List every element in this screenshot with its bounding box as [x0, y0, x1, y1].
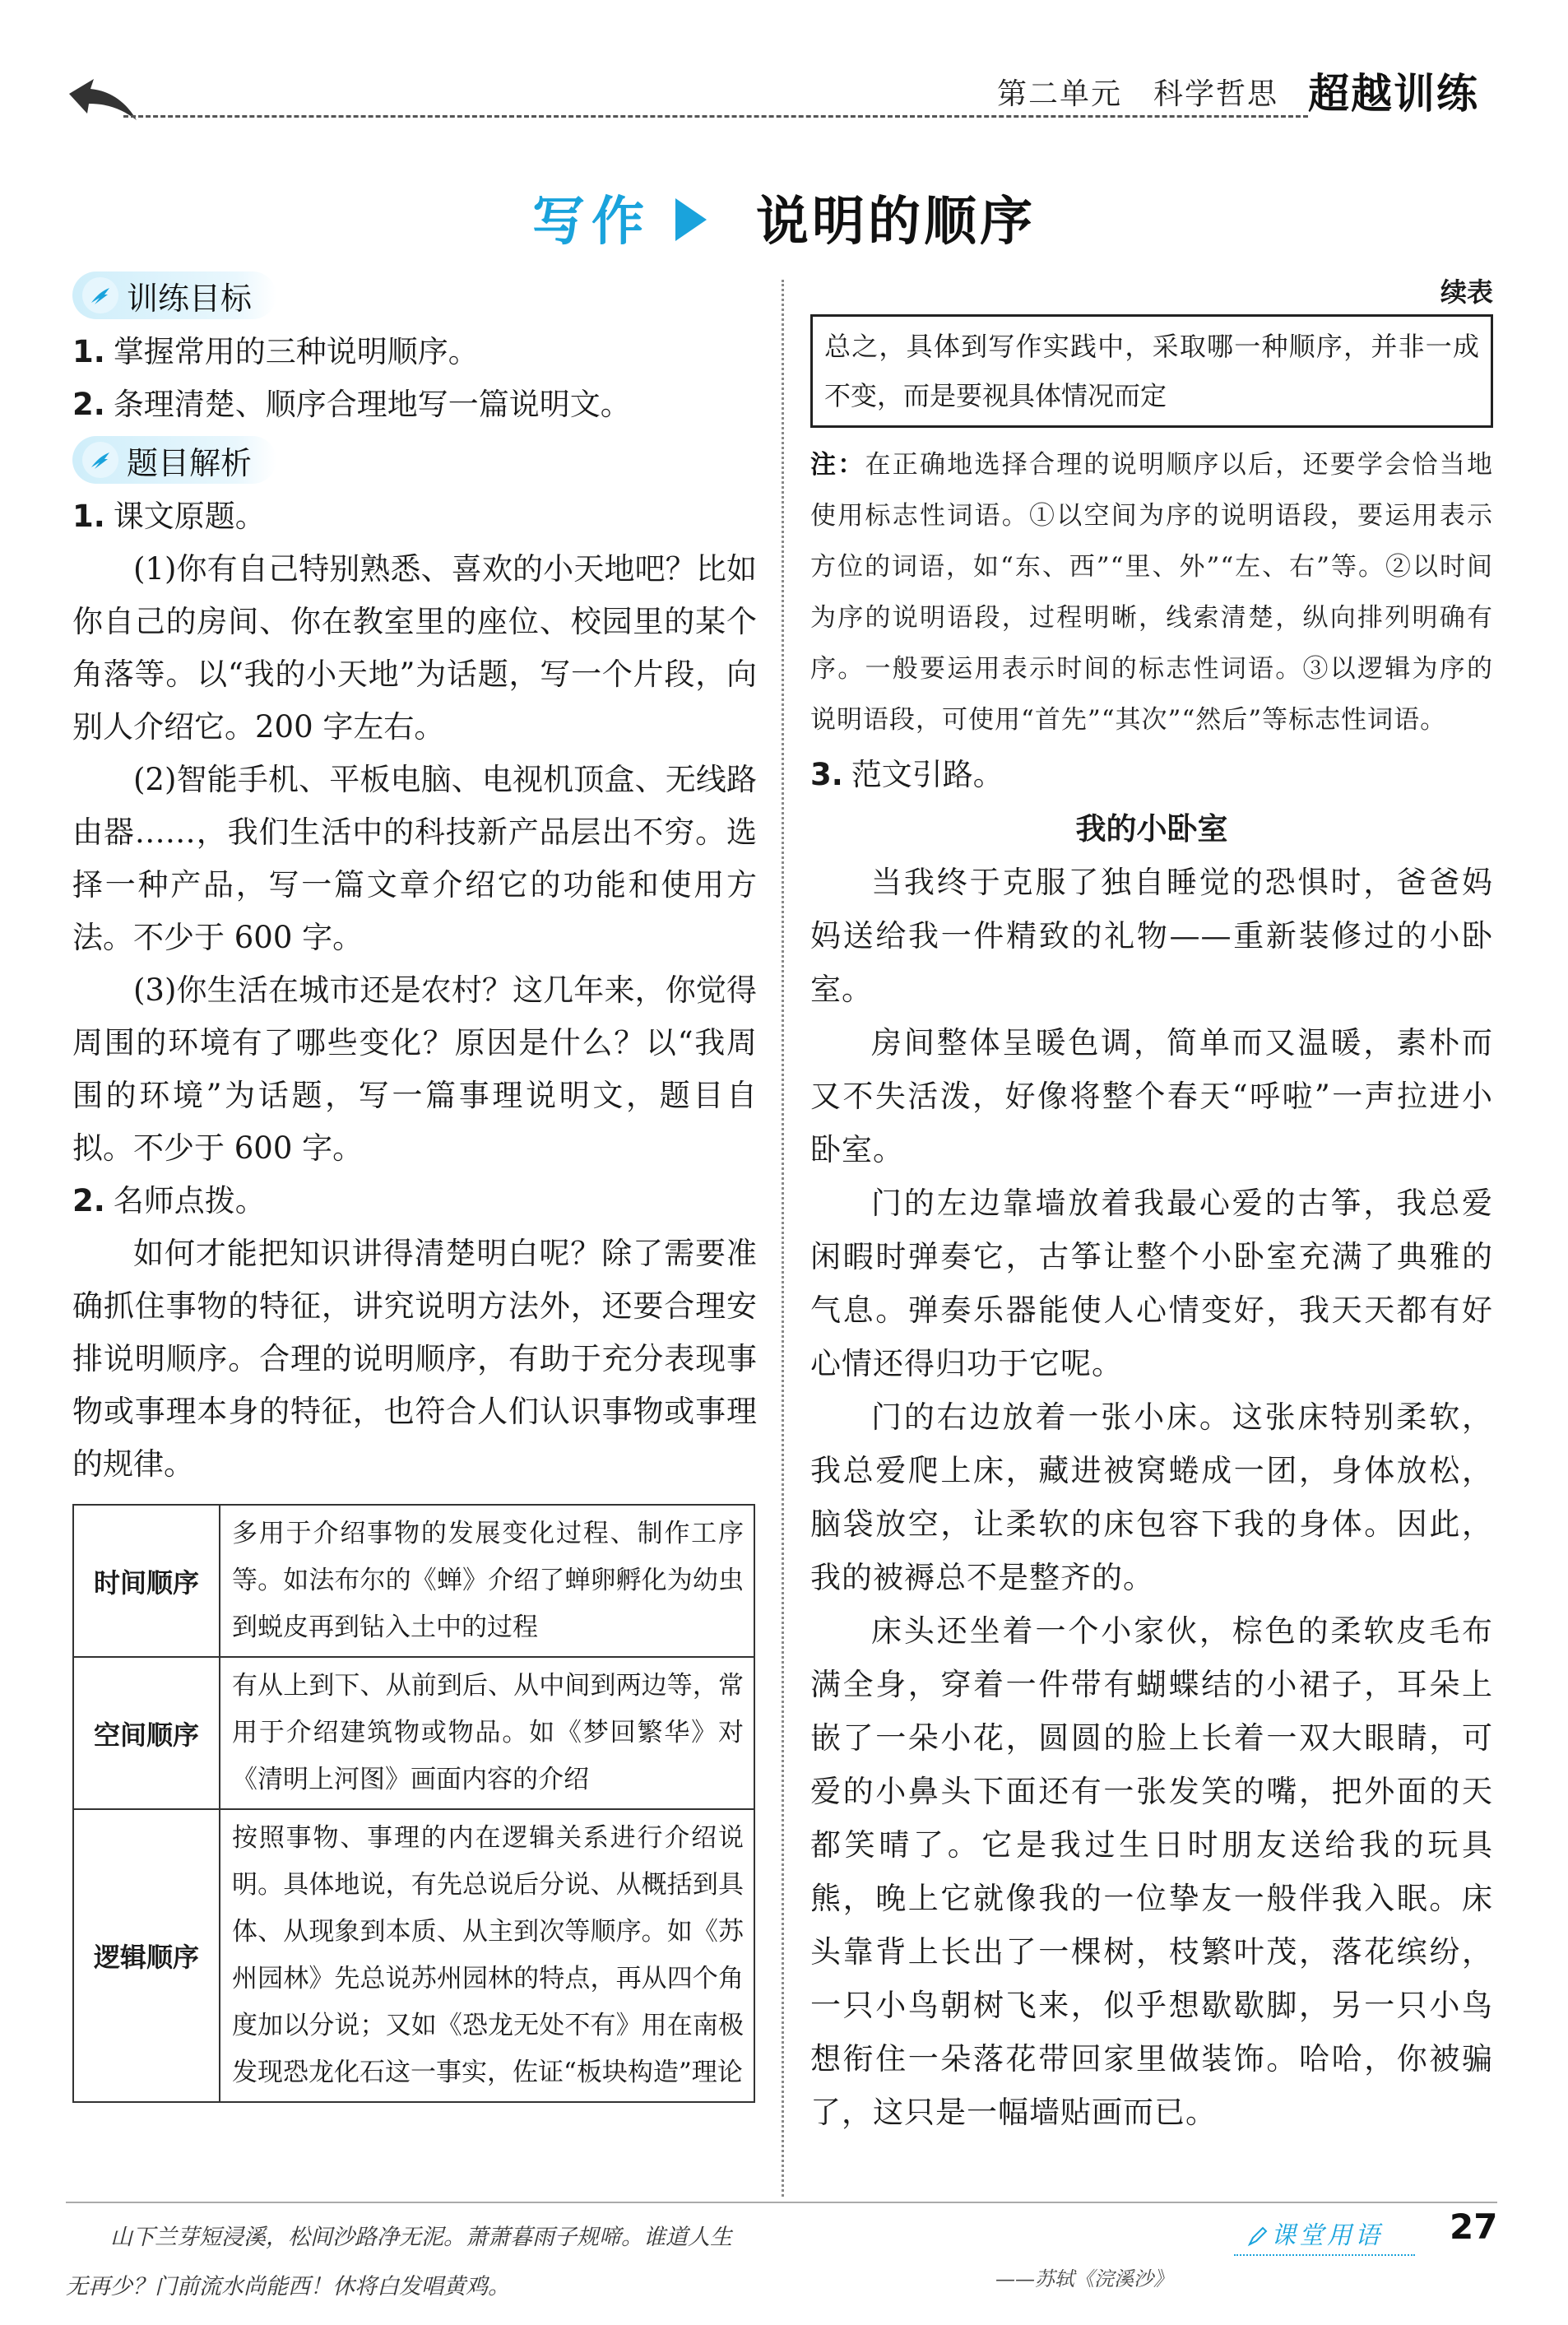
- teacher-tip: 如何才能把知识讲得清楚明白呢？除了需要准确抓住事物的特征，讲究说明方法外，还要合理安排说明顺序。合理的说明顺序，有助于充分表现事物或事理本身的特征，也符合人们认识事物或事理的规律。: [72, 1236, 757, 1482]
- right-column: [810, 271, 1493, 2139]
- essay-paragraph: 门的左边靠墙放着我最心爱的古筝，我总爱闲暇时弹奏它，古筝让整个小卧室充满了典雅的气息。弹奏乐器能使人心情变好，我天天都有好心情还得归功于它呢。: [810, 1186, 1493, 1381]
- summary-box: 总之，具体到写作实践中，采取哪一种顺序，并非一成不变，而是要视具体情况而定: [810, 314, 1493, 428]
- table-row: [73, 1657, 754, 1809]
- section-heading-label: 训练目标: [127, 280, 253, 317]
- essay-paragraph: 门的右边放着一张小床。这张床特别柔软，我总爱爬上床，藏进被窝蜷成一团，身体放松，脑袋放空，让柔软的床包容下我的身体。因此，我的被褥总不是整齐的。: [810, 1399, 1493, 1595]
- essay-paragraph: 当我终于克服了独自睡觉的恐惧时，爸爸妈妈送给我一件精致的礼物——重新装修过的小卧室。: [810, 865, 1493, 1007]
- goal-item: 1. 掌握常用的三种说明顺序。: [72, 334, 479, 369]
- item-heading: 3. 范文引路。: [810, 757, 1004, 792]
- section-heading-label: 题目解析: [127, 444, 253, 481]
- essay-title: 我的小卧室: [1075, 810, 1228, 847]
- table-value: 多用于介绍事物的发展变化过程、制作工序等。如法布尔的《蝉》介绍了蝉卵孵化为幼虫到蜕皮再到钻入土中的过程: [220, 1505, 754, 1657]
- footer-poem: 山下兰芽短浸溪，松间沙路净无泥。萧萧暮雨子规啼。谁道人生无再少？门前流水尚能西！休将白发唱黄鸡。: [66, 2225, 732, 2299]
- lightning-icon: [82, 442, 118, 478]
- page-number: 27: [1450, 2207, 1498, 2247]
- table-value: 按照事物、事理的内在逻辑关系进行介绍说明。具体地说，有先总说后分说、从概括到具体、从现象到本质、从主到次等顺序。如《苏州园林》先总说苏州园林的特点，再从四个角度加以分说；又如《恐龙无处不有》用在南极发现恐龙化石这一事实，佐证“板块构造”理论: [220, 1809, 754, 2102]
- question-1: (1)你有自己特别熟悉、喜欢的小天地吧？比如你自己的房间、你在教室里的座位、校园里的某个角落等。以“我的小天地”为话题，写一个片段，向别人介绍它。200 字左右。: [72, 551, 757, 745]
- play-arrow-icon: [675, 198, 707, 241]
- swoosh-arrow-icon: [66, 76, 140, 125]
- title-category: 写作: [532, 192, 651, 253]
- brand-label: 超越训练: [1308, 70, 1479, 118]
- question-2: (2)智能手机、平板电脑、电视机顶盒、无线路由器……，我们生活中的科技新产品层出不穷。选择一种产品，写一篇文章介绍它的功能和使用方法。不少于 600 字。: [72, 762, 757, 955]
- item-heading: 1. 课文原题。: [72, 499, 266, 534]
- table-key: 空间顺序: [73, 1657, 220, 1809]
- item-heading: 2. 名师点拨。: [72, 1183, 266, 1218]
- page-title: [0, 179, 1568, 255]
- footer-poem-source: ——苏轼《浣溪沙》: [995, 2267, 1173, 2290]
- goal-item: 2. 条理清楚、顺序合理地写一篇说明文。: [72, 387, 631, 422]
- continued-label: 续表: [1440, 276, 1493, 308]
- left-column: [72, 271, 757, 2103]
- note-paragraph: 注：在正确地选择合理的说明顺序以后，还要学会恰当地使用标志性词语。①以空间为序的说明语段，要运用表示方位的词语，如“东、西”“里、外”“左、右”等。②以时间为序的说明语段，过程明晰，线索清楚，纵向排列明确有序。一般要运用表示时间的标志性词语。③以逻辑为序的说明语段，可使用“首先”“其次”“然后”等标志性词语。: [810, 450, 1493, 735]
- table-row: [73, 1505, 754, 1657]
- footer-tag-rule: [1234, 2254, 1415, 2256]
- lightning-icon: [82, 277, 118, 313]
- essay-paragraph: 床头还坐着一个小家伙，棕色的柔软皮毛布满全身，穿着一件带有蝴蝶结的小裙子，耳朵上嵌了一朵小花，圆圆的脸上长着一双大眼睛，可爱的小鼻头下面还有一张发笑的嘴，把外面的天都笑晴了。它是我过生日时朋友送给我的玩具熊，晚上它就像我的一位挚友一般伴我入眠。床头靠背上长出了一棵树，枝繁叶茂，落花缤纷，一只小鸟朝树飞来，似乎想歇歇脚，另一只小鸟想衔住一朵落花带回家里做装饰。哈哈，你被骗了，这只是一幅墙贴画而已。: [810, 1613, 1493, 2130]
- header-rule: [123, 115, 1308, 118]
- footer-tag: 课堂用语: [1246, 2215, 1383, 2251]
- pen-icon: [1246, 2226, 1268, 2248]
- title-topic: 说明的顺序: [756, 192, 1036, 253]
- table-row: [73, 1809, 754, 2102]
- table-value: 有从上到下、从前到后、从中间到两边等，常用于介绍建筑物或物品。如《梦回繁华》对《清明上河图》画面内容的介绍: [220, 1657, 754, 1809]
- section-heading-goals: [72, 271, 276, 319]
- order-table: [72, 1504, 755, 2103]
- column-divider: [782, 280, 784, 2197]
- question-3: (3)你生活在城市还是农村？这几年来，你觉得周围的环境有了哪些变化？原因是什么？以“我周围的环境”为话题，写一篇事理说明文，题目自拟。不少于 600 字。: [72, 972, 757, 1166]
- essay-paragraph: 房间整体呈暖色调，简单而又温暖，素朴而又不失活泼，好像将整个春天“呼啦”一声拉进小卧室。: [810, 1025, 1493, 1167]
- table-key: 逻辑顺序: [73, 1809, 220, 2102]
- unit-label: 第二单元 科学哲思: [997, 77, 1279, 111]
- section-heading-analysis: [72, 436, 276, 484]
- footer-rule: [66, 2202, 1497, 2203]
- table-key: 时间顺序: [73, 1505, 220, 1657]
